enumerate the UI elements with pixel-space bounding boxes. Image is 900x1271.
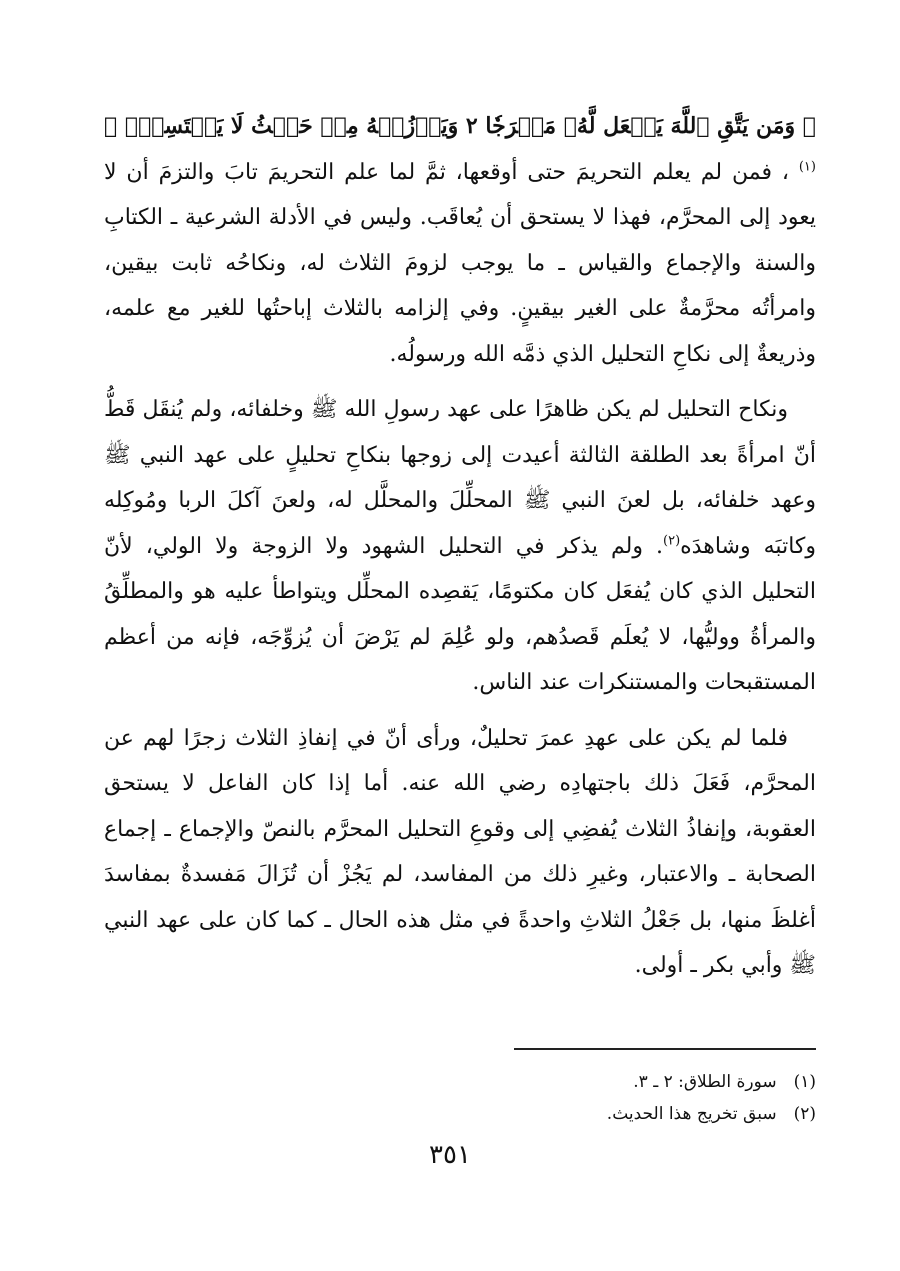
footnote-ref-2[interactable]: (٢) [663,533,681,549]
paragraph-1-text: ، فمن لم يعلم التحريمَ حتى أوقعها، ثمَّ لما علم التحريمَ تابَ والتزمَ أن لا يعود إلى المحرَّم، فهذا لا يستحق أن يُعاقَب. وليس في الأدلة الشرعية ـ الكتابِ والسنة والإجماع والقياس ـ ما يوجب لزومَ الثلاث له، ونكاحُه ثابت بيقين، وامرأتُه محرَّمةٌ على الغير بيقينٍ. وفي إلزامه بالثلاث إباحتُها للغير مع علمه، وذريعةٌ إلى نكاحِ التحليل الذي ذمَّه الله ورسولُه. [104,159,816,367]
paragraph-3 [104,716,816,989]
footnotes [104,1066,816,1130]
footnote-1 [104,1066,816,1098]
quran-verse: ﴿ وَمَن يَتَّقِ ٱللَّهَ يَجۡعَل لَّهُۥ مَخۡرَجٗا ٢ وَيَرۡزُقۡهُ مِنۡ حَيۡثُ لَا يَحۡتَسِبُۚ ﴾ [104,113,816,139]
footnote-ref-1[interactable]: (١) [798,159,816,175]
footnote-2 [104,1098,816,1130]
paragraph-3-text: فلما لم يكن على عهدِ عمرَ تحليلٌ، ورأى أنّ في إنفاذِ الثلاث زجرًا لهم عن المحرَّم، فَعَلَ ذلك باجتهادِه رضي الله عنه. أما إذا كان الفاعل لا يستحق العقوبة، وإنفاذُ الثلاث يُفضِي إلى وقوعِ التحليل المحرَّم بالنصّ والإجماع ـ إجماع الصحابة ـ والاعتبار، وغيرِ ذلك من المفاسد، لم يَجُزْ أن تُزَالَ مَفسدةٌ بمفاسدَ أغلظَ منها، بل جَعْلُ الثلاثِ واحدةً في مثل هذه الحال ـ كما كان على عهد النبي ﷺ وأبي بكر ـ أولى. [104,725,816,978]
footnote-2-marker: (٢) [793,1104,816,1124]
paragraph-2 [104,387,816,706]
footnote-1-marker: (١) [793,1072,816,1092]
paragraph-2-text-before: ونكاح التحليل لم يكن ظاهرًا على عهد رسولِ الله ﷺ وخلفائه، ولم يُنقَل قَطُّ أنّ امرأةً بعد الطلقة الثالثة أعيدت إلى زوجها بنكاحِ تحليلٍ على عهد النبي ﷺ وعهد خلفائه، بل لعنَ النبي ﷺ المحلِّلَ والمحلَّل له، ولعنَ آكلَ الربا ومُوكِله وكاتبَه وشاهدَه [104,397,816,559]
page-body [104,104,816,989]
paragraph-1 [104,104,816,377]
paragraph-2-text-after: . ولم يذكر في التحليل الشهود ولا الزوجة ولا الولي، لأنّ التحليل الذي كان يُفعَل كان مكتومًا، يَقصِده المحلِّل ويتواطأ عليه هو والمطلِّقُ والمرأةُ ووليُّها، لا يُعلَم قَصدُهم، ولو عُلِمَ لم يَرْضَ أن يُزوِّجَه، فإنه من أعظم المستقبحات والمستنكرات عند الناس. [104,533,816,695]
footnote-divider [514,1048,816,1050]
page-number: ٣٥١ [429,1140,471,1170]
footnote-1-text: سورة الطلاق: ٢ ـ ٣. [633,1072,777,1092]
footnote-2-text: سبق تخريج هذا الحديث. [606,1104,777,1124]
